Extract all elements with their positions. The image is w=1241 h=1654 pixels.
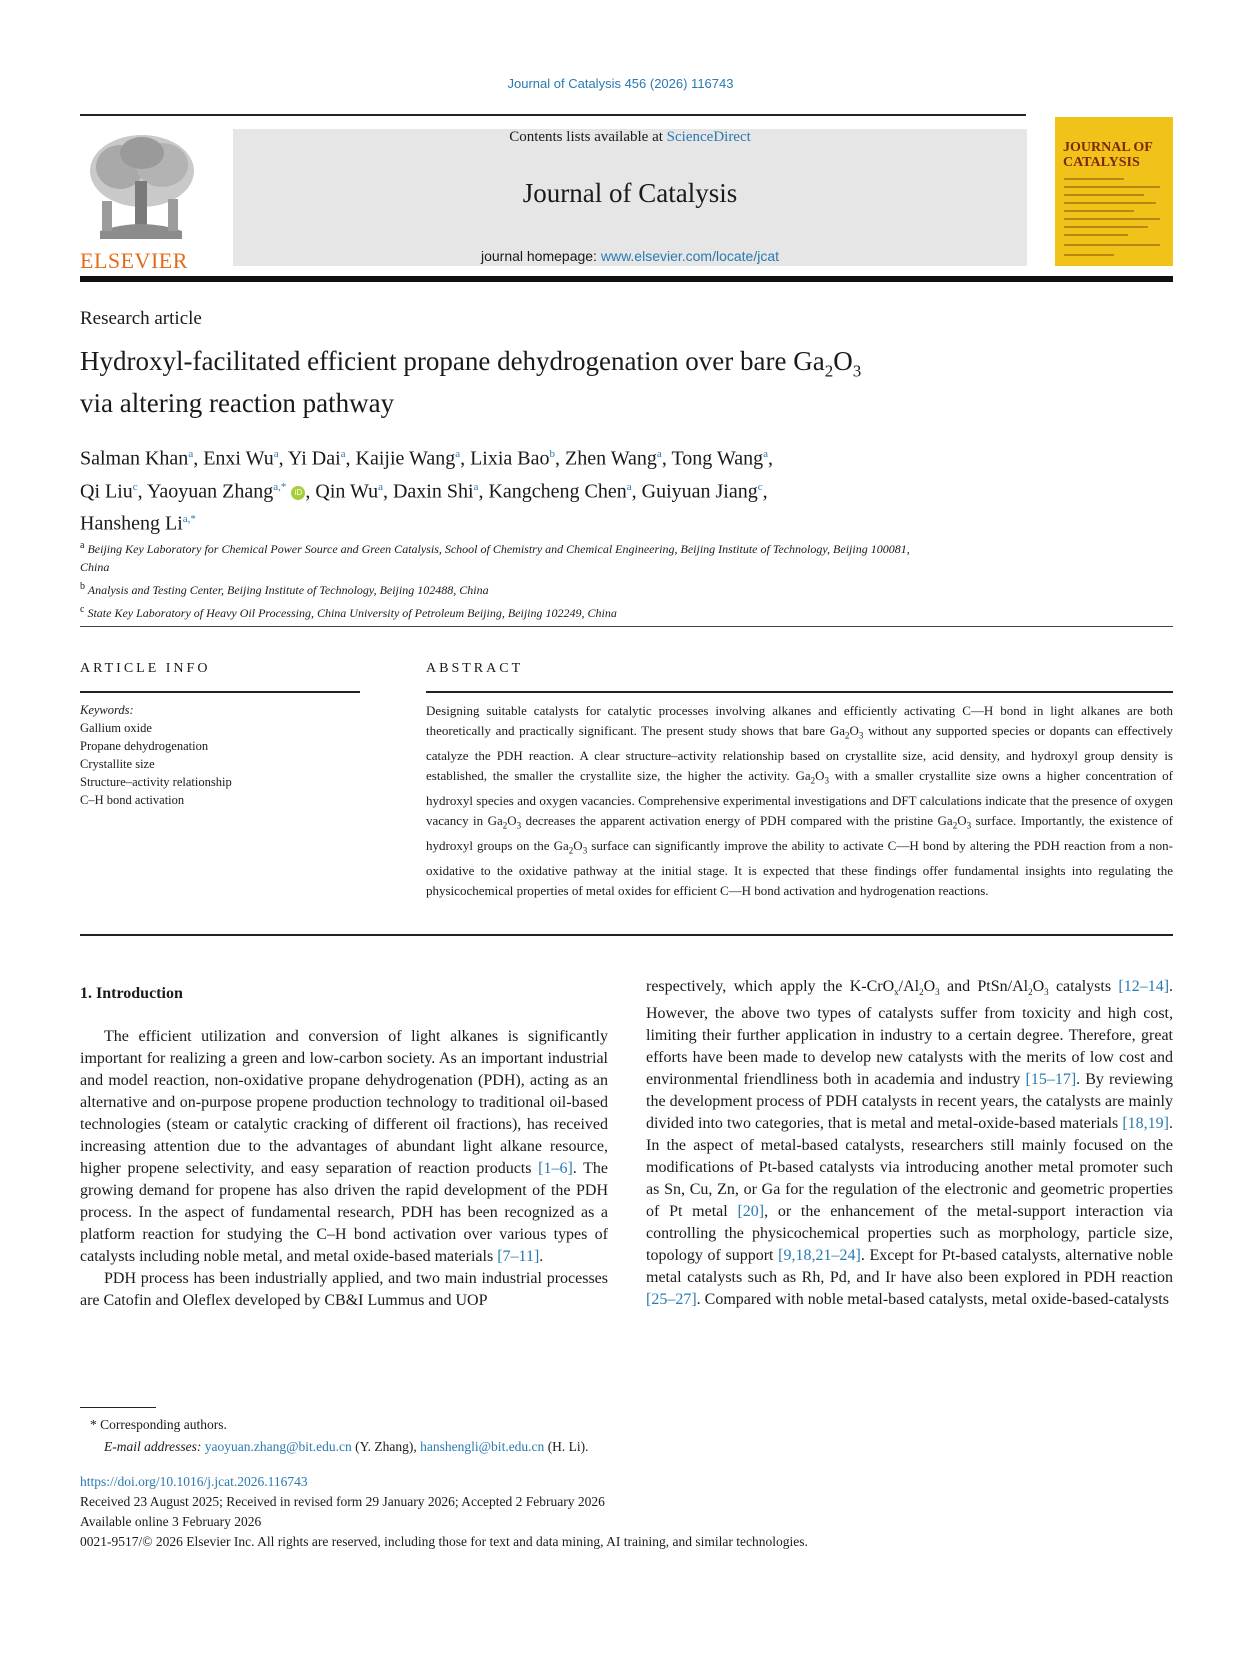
introduction-heading: 1. Introduction: [80, 985, 183, 1002]
affiliation-c: $^c$ State Key Laboratory of Heavy Oil Processing, China University of Petroleum Beijing, Beijing 102249, China: [80, 604, 617, 620]
reference-link[interactable]: [20]: [737, 1203, 765, 1221]
email-link[interactable]: hanshengli@bit.edu.cn: [420, 1439, 545, 1454]
reference-link[interactable]: [12–14]: [1118, 978, 1170, 995]
reference-link[interactable]: [15–17]: [1025, 1071, 1077, 1089]
affiliation-b: $^b$ Analysis and Testing Center, Beijing Institute of Technology, Beijing 102488, China: [80, 581, 489, 597]
abstract-bottom-rule: [80, 934, 1173, 936]
author[interactable]: Qi Liu: [80, 480, 133, 503]
homepage-link[interactable]: www.elsevier.com/locate/jcat: [600, 248, 780, 264]
doi-link[interactable]: https://doi.org/10.1016/j.jcat.2026.116743: [80, 1474, 308, 1489]
affiliations: [80, 537, 1040, 622]
author[interactable]: Kaijie Wang: [355, 447, 456, 470]
masthead-bottom-rule: [80, 276, 1173, 282]
journal-homepage: journal homepage: www.elsevier.com/locate/jcat: [480, 248, 780, 264]
copyright: 0021-9517/© 2026 Elsevier Inc. All rights are reserved, including those for text and data mining, AI training, and similar technologies.: [80, 1534, 808, 1549]
author-list: Salman Khan$^a$, Enxi Wu$^a$, Yi Dai$^a$, Kaijie Wang$^a$, Lixia Bao$^b$, Zhen Wang$^a$, Tong Wang$^a$, Qi Liu$^c$, Yaoyuan Zhang$^{a,*}$ iD , Qin Wu$^a$, Daxin Shi$^a$, Kangcheng Chen$^a$, Guiyuan Jiang$^c$, Hansheng $Li^{a,*}$: [80, 447, 773, 535]
article-type: Research article: [80, 308, 202, 329]
keyword: Crystallite size: [80, 757, 155, 771]
footnote-rule: [80, 1407, 156, 1408]
affiliation-a: $^a$ Beijing Key Laboratory for Chemical Power Source and Green Catalysis, School of Chemistry and Chemical Engineering, Beijing Institute of Technology, Beijing 100081, China: [80, 540, 910, 574]
keyword: Propane dehydrogenation: [80, 739, 209, 753]
abstract-heading: ABSTRACT: [426, 661, 524, 676]
contents-available: Contents lists available at ScienceDirect: [509, 129, 751, 145]
journal-citation[interactable]: Journal of Catalysis 456 (2026) 116743: [507, 76, 734, 91]
header-rule: [80, 114, 1026, 116]
article-info-rule: [80, 691, 360, 693]
paragraph: The efficient utilization and conversion of light alkanes is significantly important for realizing a green and low-carbon society. As an important industrial and model reaction, non-oxidative propane dehydrogenation (PDH), acting as an alternative and on-purpose propene production technology to traditional oil-based technologies (steam or catalytic cracking of different oil fractions), has received increasing attention due to the advantages of abundant light alkane resource, higher propene selectivity, and easy separation of reaction products [1–6]. The growing demand for propene has also driven the rapid development of the PDH process. In the aspect of fundamental research, PDH has been recognized as a platform reaction for studying the C–H bond activation over various types of catalysts including noble metal, and metal oxide-based materials [7–11].: [80, 1028, 609, 1265]
author[interactable]: Daxin Shi: [392, 480, 474, 503]
reference-link[interactable]: [1–6]: [538, 1160, 573, 1177]
author[interactable]: Yi Dai: [287, 447, 341, 470]
keyword: Structure–activity relationship: [80, 775, 232, 789]
elsevier-tree-logo: [80, 131, 202, 241]
reference-link[interactable]: [7–11]: [497, 1248, 540, 1265]
journal-title: Journal of Catalysis: [522, 178, 738, 208]
author[interactable]: Guiyuan Jiang: [641, 480, 758, 503]
article-info-heading: ARTICLE INFO: [80, 661, 211, 676]
received-dates: Received 23 August 2025; Received in revised form 29 January 2026; Accepted 2 February 2026: [80, 1494, 605, 1509]
elsevier-wordmark: ELSEVIER: [80, 248, 188, 273]
email-addresses: E-mail addresses: yaoyuan.zhang@bit.edu.cn (Y. Zhang), hanshengli@bit.edu.cn (H. Li).: [104, 1439, 589, 1454]
orcid-icon[interactable]: iD: [291, 486, 305, 500]
keyword: Gallium oxide: [80, 721, 152, 735]
author[interactable]: Hansheng Li: [80, 512, 183, 535]
abstract-text: Designing suitable catalysts for catalytic processes involving alkanes and efficiently activating C—H bond in light alkanes are both theoretically and practically significant. The present study shows that bare $Ga_2O_3$ without any supported species or dopants can effectively catalyze the PDH reaction. A clear structure–activity relationship based on crystallite size, acid density, and hydroxyl group density is established, the smaller the crystallite size, the higher the activity. $Ga_2O_3$ with a smaller crystallite size owns a higher concentration of hydroxyl species and oxygen vacancies. Comprehensive experimental investigations and DFT calculations indicate that the presence of oxygen vacancy in $Ga_2O_3$ decreases the apparent activation energy of PDH compared with the pristine $Ga_2O_3$ surface. Importantly, the existence of hydroxyl groups on the $Ga_2O_3$ surface can significantly improve the ability to activate C—H bond by altering the PDH reaction from a non-oxidative to the oxidative pathway at the initial stage. It is expected that these findings offer fundamental insights into regulating the physicochemical properties of metal oxides for efficient C—H bond activation and hydrogenation reactions.: [426, 703, 1174, 898]
affiliation-rule: [80, 626, 1173, 627]
author[interactable]: Lixia Bao: [470, 447, 550, 470]
author[interactable]: Salman Khan: [80, 447, 189, 470]
corresponding-note: * Corresponding authors.: [90, 1417, 227, 1432]
footnotes: [80, 1414, 980, 1458]
author[interactable]: Enxi Wu: [203, 447, 274, 470]
body-right-column: [646, 976, 1173, 1311]
author[interactable]: Zhen Wang: [565, 447, 657, 470]
author[interactable]: Tong Wang: [671, 447, 764, 470]
abstract-rule: [426, 691, 1173, 693]
paragraph: respectively, which apply the $K-CrO_x/Al_2O_3$ and PtSn/$Al_2O_3$ catalysts [12–14]. However, the above two types of catalysts suffer from toxicity and high cost, limiting their further application in industry to a certain degree. Therefore, great efforts have been made to develop new catalysts with the merits of low cost and environmental friendliness both in academia and industry [15–17]. By reviewing the development process of PDH catalysts in recent years, the catalysts are mainly divided into two categories, that is metal and metal-oxide-based materials [18,19]. In the aspect of metal-based catalysts, researchers still mainly focused on the modifications of Pt-based catalysts via introducing another metal promoter such as Sn, Cu, Zn, or Ga for the regulation of the electronic and geometric properties of Pt metal [20], or the enhancement of the metal-support interaction via controlling the physicochemical properties such as morphology, particle size, topology of support [9,18,21–24]. Except for Pt-based catalysts, alternative noble metal catalysts such as Rh, Pd, and Ir have also been explored in PDH reaction [25–27]. Compared with noble metal-based catalysts, metal oxide-based-catalysts: [646, 978, 1174, 1309]
author[interactable]: Kangcheng Chen: [488, 480, 627, 503]
author[interactable]: Qin Wu: [315, 480, 379, 503]
article-title: Hydroxyl-facilitated efficient propane dehydrogenation over bare $Ga_2O_3$ via altering reaction pathway: [80, 346, 862, 419]
reference-link[interactable]: [18,19]: [1122, 1115, 1169, 1133]
email-link[interactable]: yaoyuan.zhang@bit.edu.cn: [204, 1439, 352, 1454]
reference-link[interactable]: [9,18,21–24]: [778, 1247, 861, 1265]
cover-title: JOURNAL OF CATALYSIS: [1063, 140, 1153, 170]
keywords: Keywords: Gallium oxide Propane dehydrogenation Crystallite size Structure–activity relationship C–H bond activation: [80, 701, 360, 809]
publication-info: [80, 1472, 1180, 1552]
paragraph: PDH process has been industrially applied, and two main industrial processes are Catofin and Oleflex developed by CB&I Lummus and UOP: [80, 1270, 608, 1309]
body-left-column: [80, 1026, 608, 1312]
keyword: C–H bond activation: [80, 793, 185, 807]
author[interactable]: Yaoyuan Zhang: [146, 480, 274, 503]
sciencedirect-link[interactable]: ScienceDirect: [666, 129, 751, 145]
reference-link[interactable]: [25–27]: [646, 1291, 697, 1309]
available-online: Available online 3 February 2026: [80, 1514, 262, 1529]
